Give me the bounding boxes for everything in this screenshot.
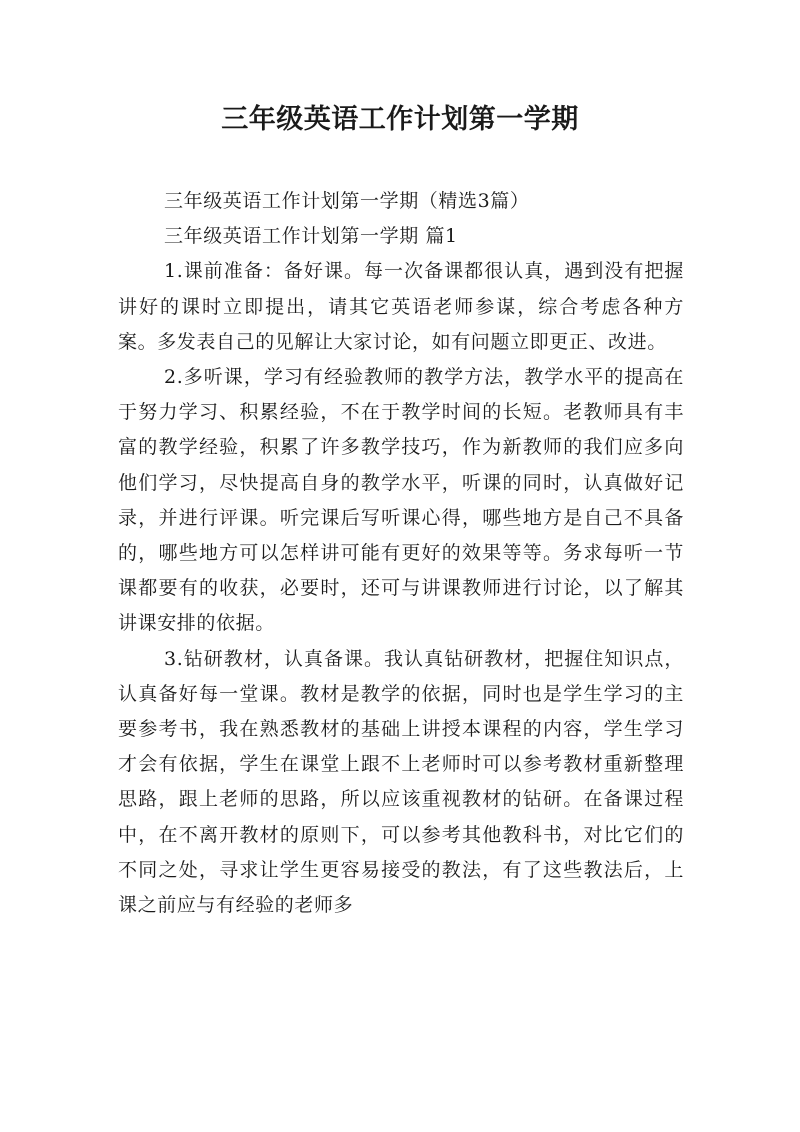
section-heading: 三年级英语工作计划第一学期 篇1 — [164, 225, 458, 248]
subtitle-line: 三年级英语工作计划第一学期（精选3篇） — [164, 190, 530, 212]
document-body — [118, 184, 684, 923]
paragraph-2: 2.多听课，学习有经验教师的教学方法，教学水平的提高在于努力学习、积累经验，不在于教学时间的长短。老教师具有丰富的教学经验，积累了许多教学技巧，作为新教师的我们应多向他们学习，尽快提高自身的教学水平，听课的同时，认真做好记录，并进行评课。听完课后写听课心得，哪些地方是自己不具备的，哪些地方可以怎样讲可能有更好的效果等等。务求每听一节课都要有的收获，必要时，还可与讲课教师进行讨论，以了解其讲课安排的依据。 — [118, 366, 684, 635]
paragraph-3: 3.钻研教材，认真备课。我认真钻研教材，把握住知识点，认真备好每一堂课。教材是教学的依据，同时也是学生学习的主要参考书，我在熟悉教材的基础上讲授本课程的内容，学生学习才会有依据，学生在课堂上跟不上老师时可以参考教材重新整理思路，跟上老师的思路，所以应该重视教材的钻研。在备课过程中，在不离开教材的原则下，可以参考其他教科书，对比它们的不同之处，寻求让学生更容易接受的教法，有了这些教法后，上课之前应与有经验的老师多 — [118, 647, 684, 917]
paragraph-1: 1.课前准备：备好课。每一次备课都很认真，遇到没有把握讲好的课时立即提出，请其它英语老师参谋，综合考虑各种方案。多发表自己的见解让大家讨论，如有问题立即更正、改进。 — [118, 260, 684, 353]
page-title: 三年级英语工作计划第一学期 — [221, 104, 579, 135]
